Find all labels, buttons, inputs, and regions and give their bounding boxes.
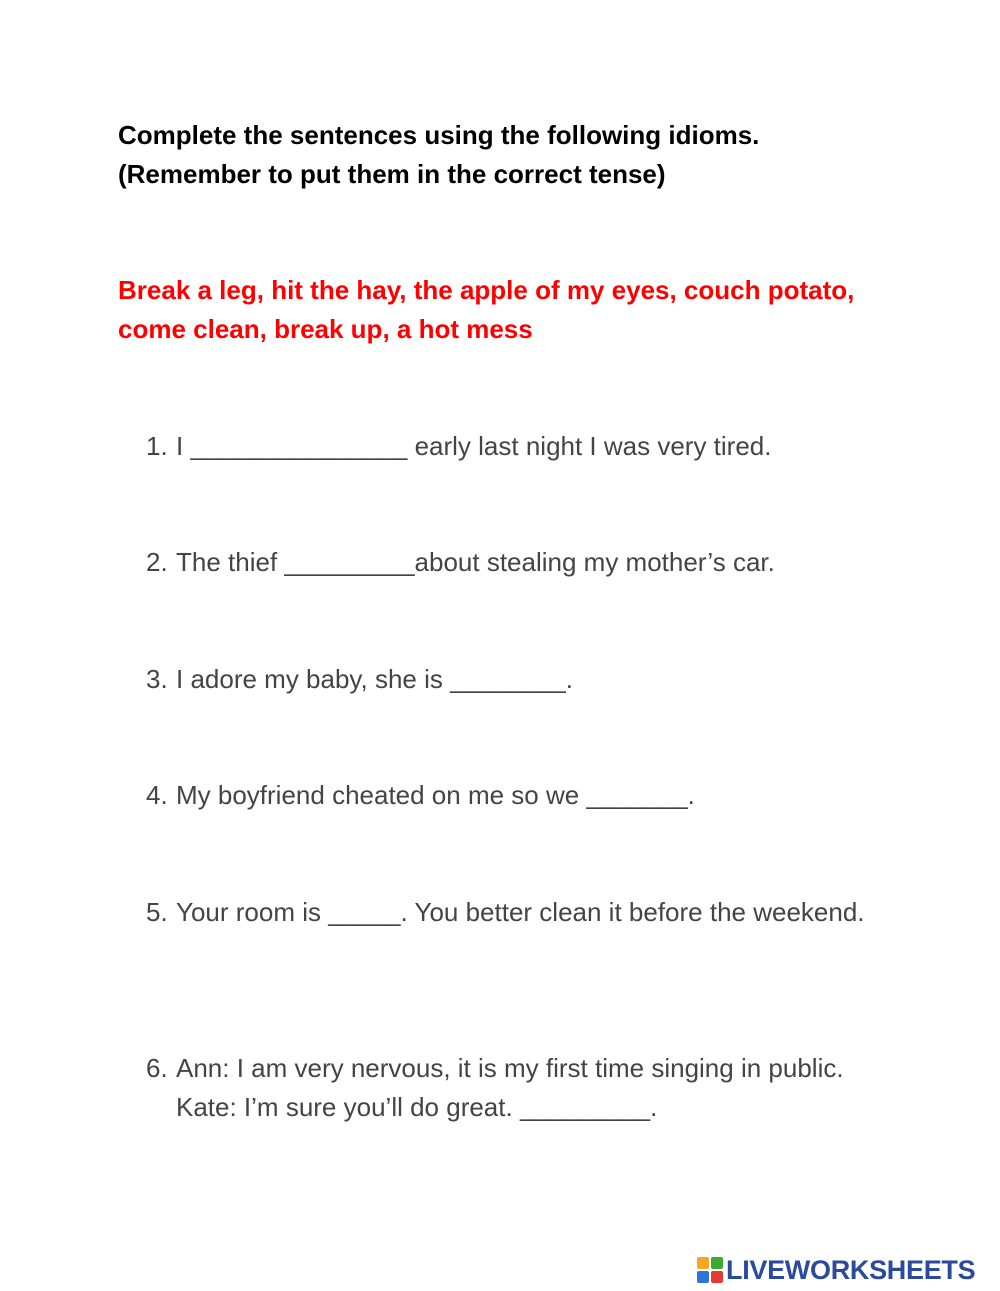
exercise-sentence: Your room is _____. You better clean it before the weekend. bbox=[176, 897, 865, 927]
logo-blocks-icon bbox=[697, 1257, 723, 1283]
exercise-item bbox=[146, 427, 866, 466]
logo-text: LIVEWORKSHEETS bbox=[726, 1255, 976, 1285]
exercise-number: 1. bbox=[146, 431, 168, 461]
exercise-sentence: The thief _________about stealing my mother’s car. bbox=[176, 547, 775, 577]
exercise-item bbox=[146, 1049, 866, 1127]
exercise-sentence: I adore my baby, she is ________. bbox=[176, 664, 573, 694]
exercise-item bbox=[146, 893, 866, 932]
exercise-item bbox=[146, 660, 866, 699]
liveworksheets-logo bbox=[697, 1255, 975, 1285]
exercise-number: 6. bbox=[146, 1053, 168, 1083]
exercise-item bbox=[146, 543, 866, 582]
exercise-item bbox=[146, 776, 866, 815]
logo-block bbox=[711, 1257, 723, 1269]
exercise-number: 2. bbox=[146, 547, 168, 577]
logo-block bbox=[711, 1271, 723, 1283]
exercise-number: 5. bbox=[146, 897, 168, 927]
exercise-sentence: Ann: I am very nervous, it is my first time singing in public. Kate: I’m sure you’ll do great. _________. bbox=[176, 1053, 844, 1122]
exercise-sentence: I _______________ early last night I was very tired. bbox=[176, 431, 772, 461]
exercise-number: 4. bbox=[146, 780, 168, 810]
exercise-sentence: My boyfriend cheated on me so we _______. bbox=[176, 780, 695, 810]
logo-block bbox=[697, 1257, 709, 1269]
instructions-heading: Complete the sentences using the following idioms.(Remember to put them in the correct tense) bbox=[118, 120, 760, 189]
idiom-word-bank: Break a leg, hit the hay, the apple of my eyes, couch potato, come clean, break up, a hot mess bbox=[118, 275, 855, 344]
exercise-number: 3. bbox=[146, 664, 168, 694]
logo-block bbox=[697, 1271, 709, 1283]
